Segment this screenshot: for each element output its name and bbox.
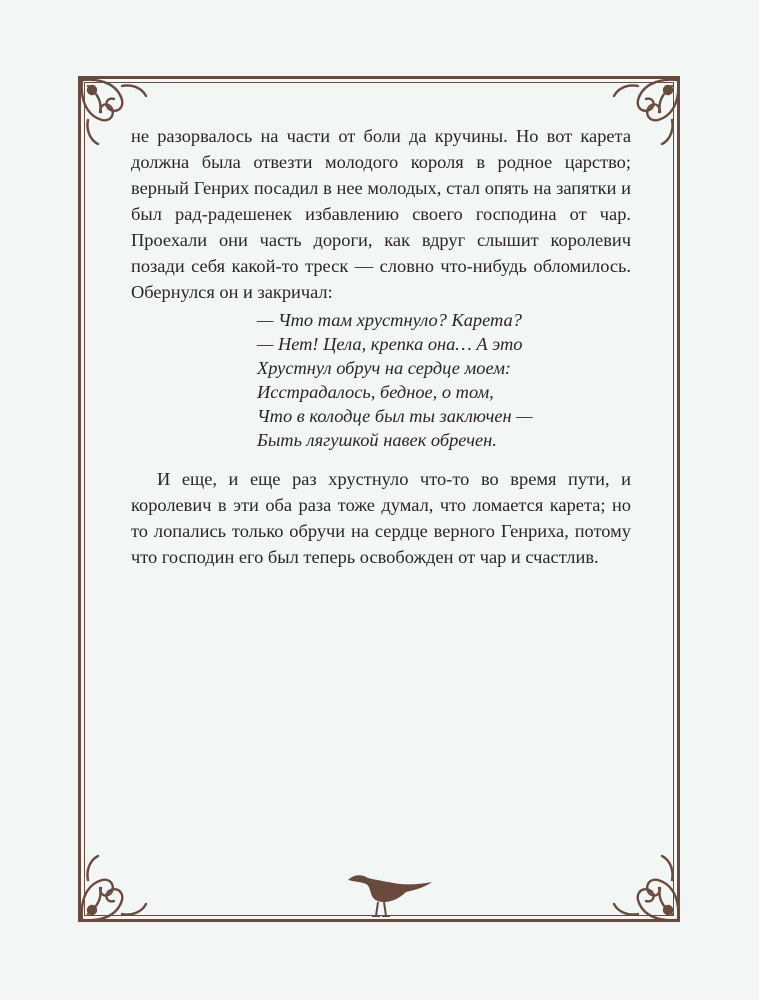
poem-line: Быть лягушкой навек обречен. bbox=[257, 430, 497, 450]
body-paragraph-2 bbox=[131, 466, 631, 570]
raven-icon bbox=[344, 866, 434, 926]
poem-line: — Нет! Цела, крепка она… А это bbox=[257, 334, 523, 354]
corner-ornament-icon bbox=[74, 848, 154, 928]
poem-line: — Что там хрустнуло? Карета? bbox=[257, 310, 522, 330]
poem-block bbox=[257, 308, 533, 452]
corner-ornament-icon bbox=[606, 848, 686, 928]
paragraph-text: не разорвалось на части от боли да кручины. Но вот карета должна была отвезти молодого короля в родное царство; верный Генрих посадил в нее молодых, стал опять на запятки и был рад-радешенек избавлению своего господина от чар. Проехали они часть дороги, как вдруг слышит королевич позади себя какой-то треск — словно что-нибудь обломилось. Обернулся он и закричал: bbox=[131, 126, 631, 302]
poem-line: Хрустнул обруч на сердце моем: bbox=[257, 358, 512, 378]
paragraph-text: И еще, и еще раз хрустнуло что-то во время пути, и королевич в эти оба раза тоже думал, что ломается карета; но то лопались только обручи на сердце верного Генриха, потому что господин его был теперь освобожден от чар и счастлив. bbox=[131, 469, 631, 567]
poem-line: Что в колодце был ты заключен — bbox=[257, 406, 533, 426]
poem-line: Исстрадалось, бедное, о том, bbox=[257, 382, 494, 402]
body-paragraph-1 bbox=[131, 123, 631, 305]
